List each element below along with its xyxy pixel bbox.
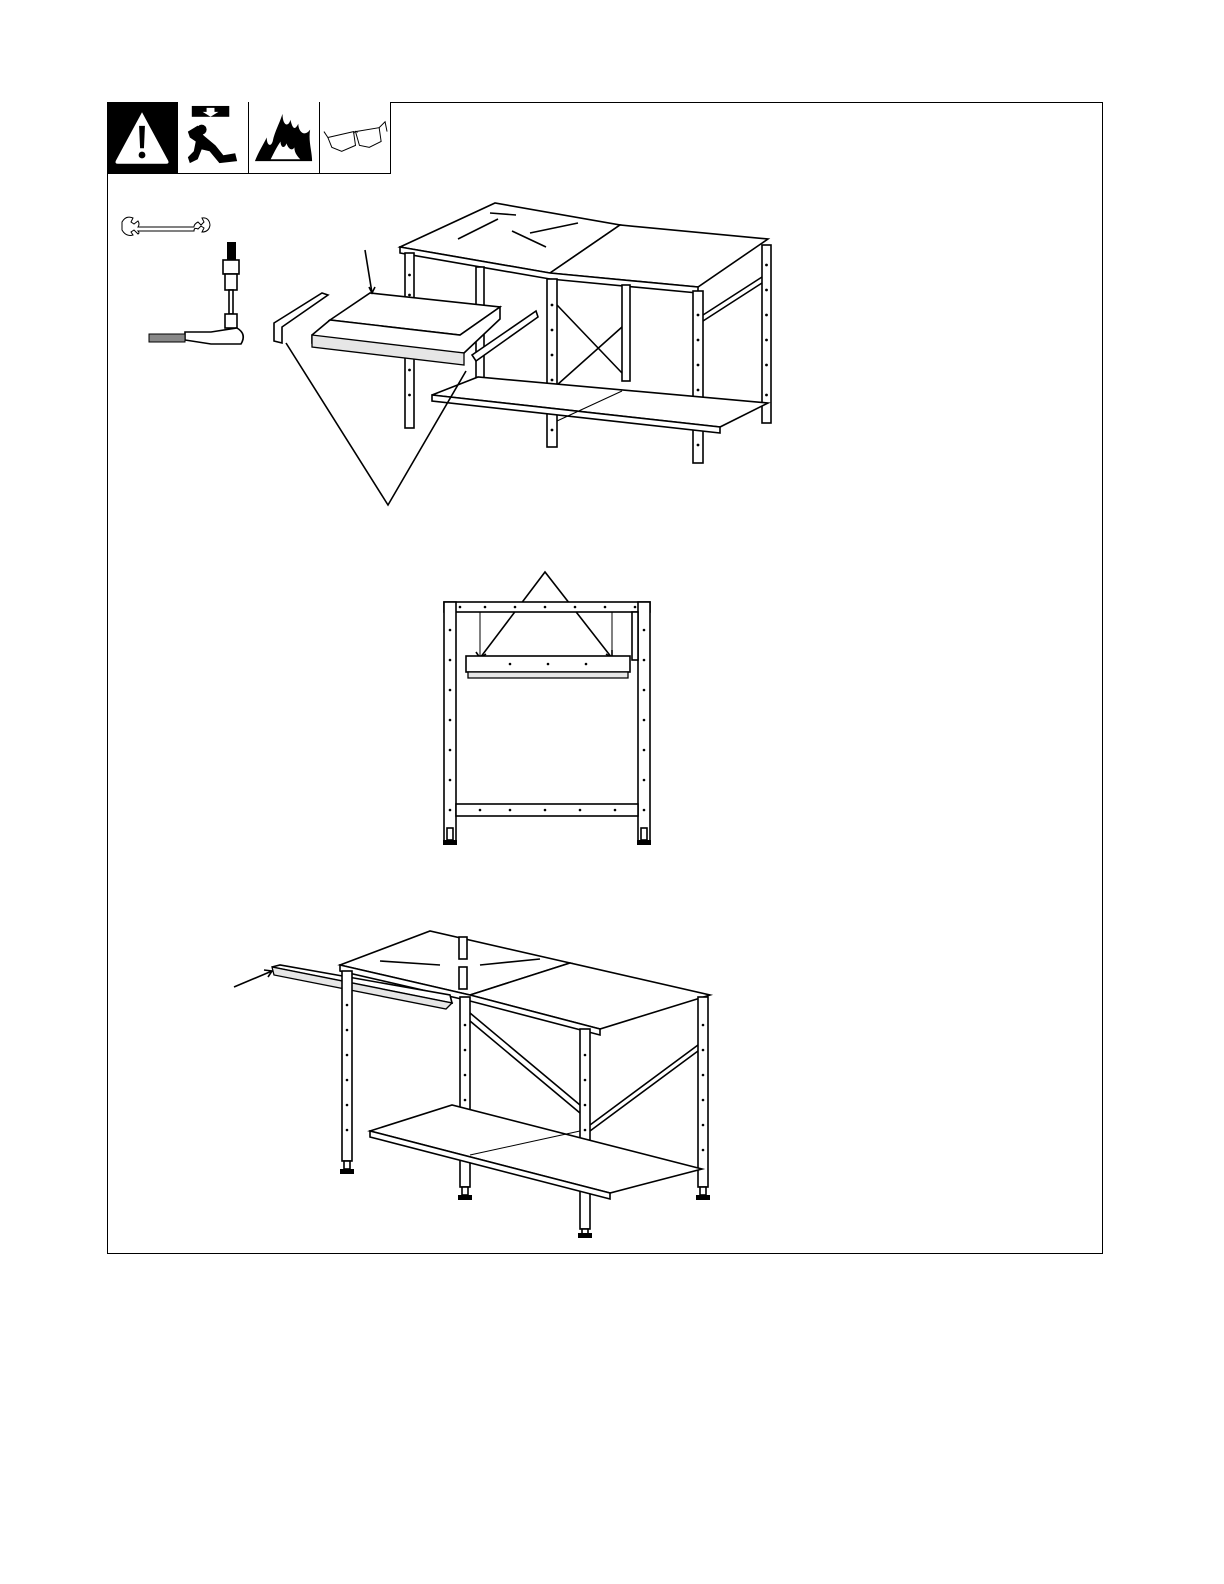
falling-equipment-icon <box>178 102 249 174</box>
general-warning-icon <box>107 102 178 174</box>
open-end-wrench-icon <box>120 212 212 238</box>
figure-rail-install <box>230 925 720 1245</box>
safety-glasses-icon <box>320 102 391 174</box>
figure-shelf-bracket-install <box>260 195 790 525</box>
hazard-icon-strip <box>107 102 391 176</box>
ratchet-socket-wrench-icon <box>145 240 255 350</box>
figure-front-view-bracket <box>440 570 660 850</box>
fire-hazard-icon <box>249 102 320 174</box>
